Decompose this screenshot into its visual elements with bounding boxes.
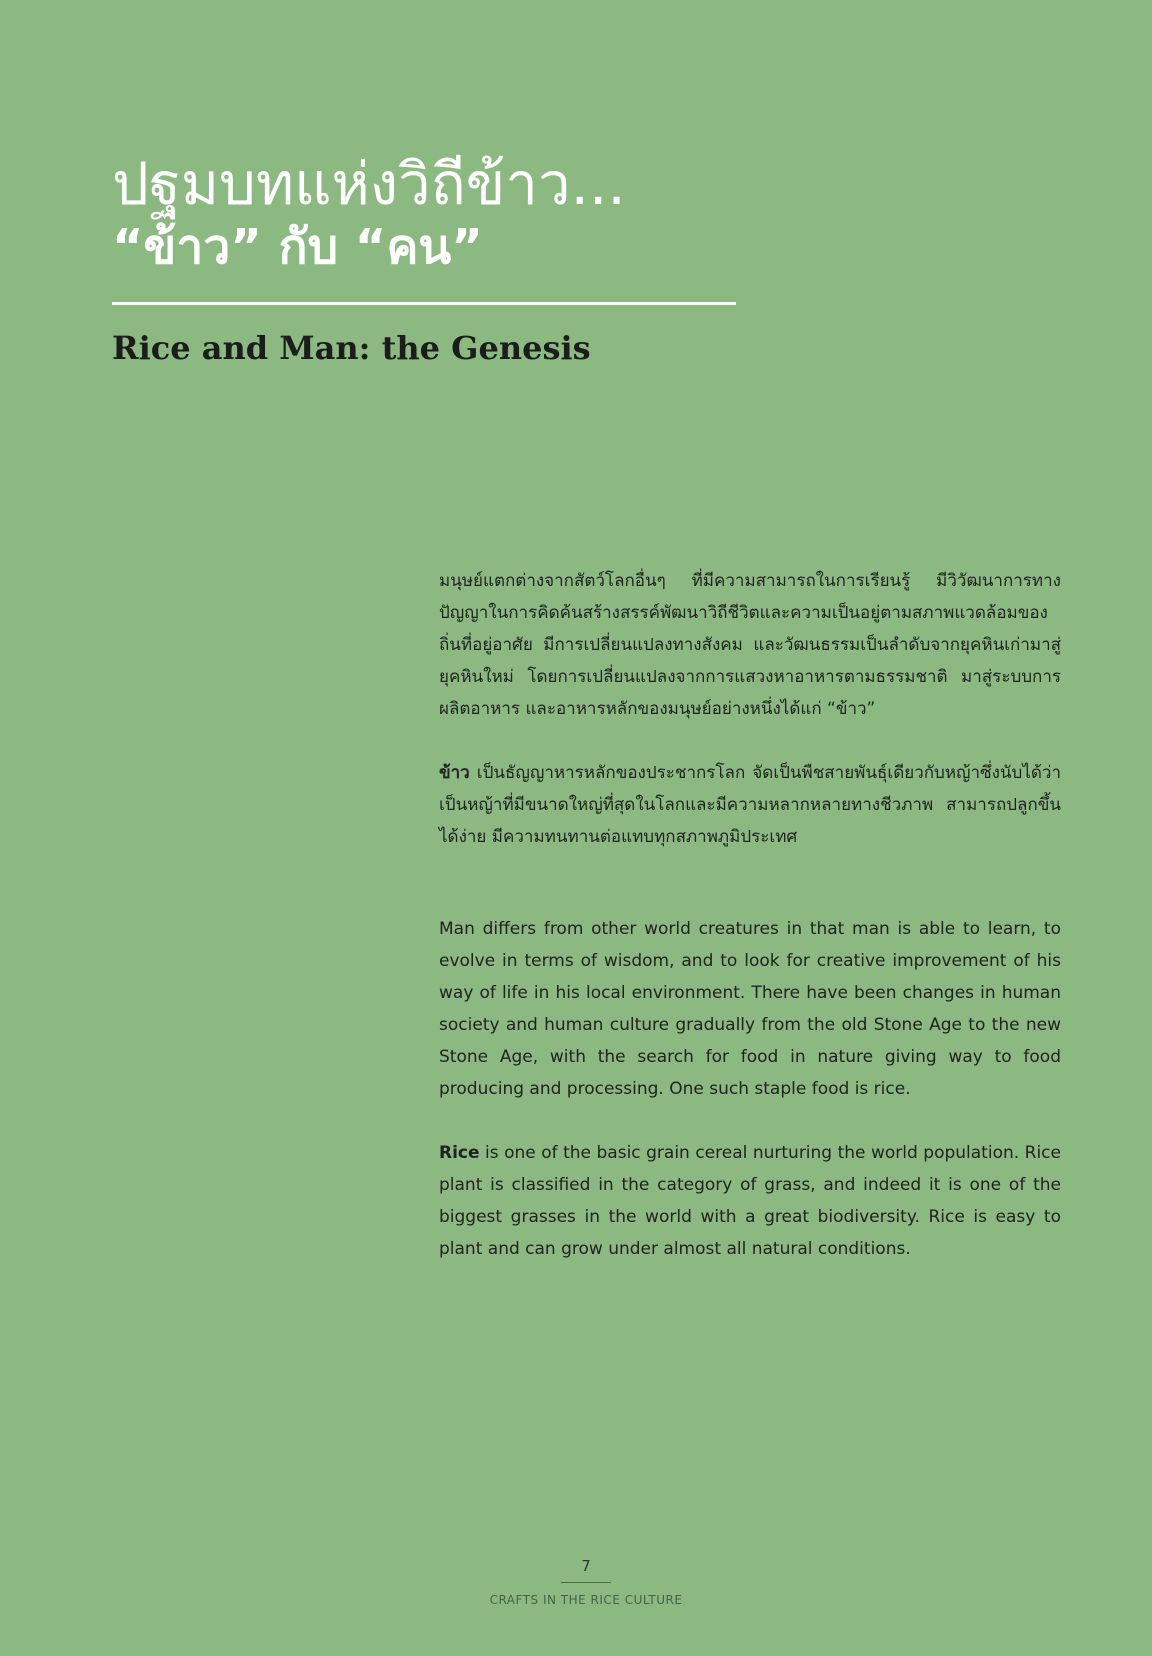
page-footer <box>0 1556 1152 1607</box>
english-paragraph-2-lead: Rice <box>439 1143 480 1163</box>
thai-paragraph-2 <box>439 757 1061 853</box>
page-title-thai: ปฐมบทแห่งวิถีข้าว... <box>112 150 626 218</box>
footer-divider <box>561 1582 611 1583</box>
body-column <box>439 565 1061 1297</box>
thai-paragraph-2-lead: ข้าว <box>439 763 470 783</box>
page-title-english: Rice and Man: the Genesis <box>112 329 591 367</box>
section-spacer <box>439 885 1061 913</box>
title-block <box>112 150 752 276</box>
publication-title: CRAFTS IN THE RICE CULTURE <box>489 1593 683 1607</box>
title-divider <box>112 302 736 305</box>
thai-paragraph-2-text: เป็นธัญญาหารหลักของประชากรโลก จัดเป็นพืชสายพันธุ์เดียวกับหญ้าซึ่งนับได้ว่าเป็นหญ้าที่มีขนาดใหญ่ที่สุดในโลกและมีความหลากหลายทางชีวภาพ สามารถปลูกขึ้นได้ง่าย มีความทนทานต่อแทบทุกสภาพภูมิประเทศ <box>439 763 1061 847</box>
english-paragraph-1: Man differs from other world creatures in that man is able to learn, to evolve in terms of wisdom, and to look for creative improvement of his way of life in his local environment. There have been changes in human society and human culture gradually from the old Stone Age to the new Stone Age, with the search for food in nature giving way to food producing and processing. One such staple food is rice. <box>439 919 1061 1099</box>
page-number: 7 <box>581 1557 591 1575</box>
page-subtitle-thai: “ข้าว” กับ “คน” <box>112 219 483 275</box>
thai-paragraph-1: มนุษย์แตกต่างจากสัตว์โลกอื่นๆ ที่มีความสามารถในการเรียนรู้ มีวิวัฒนาการทางปัญญาในการคิดค้นสร้างสรรค์พัฒนาวิถีชีวิตและความเป็นอยู่ตามสภาพแวดล้อมของถิ่นที่อยู่อาศัย มีการเปลี่ยนแปลงทางสังคม และวัฒนธรรมเป็นลำดับจากยุคหินเก่ามาสู่ยุคหินใหม่ โดยการเปลี่ยนแปลงจากการแสวงหาอาหารตามธรรมชาติ มาสู่ระบบการผลิตอาหาร และอาหารหลักของมนุษย์อย่างหนึ่งได้แก่ “ข้าว” <box>439 571 1061 719</box>
english-paragraph-2-text: is one of the basic grain cereal nurturing the world population. Rice plant is classified in the category of grass, and indeed it is one of the biggest grasses in the world with a great biodiversity. Rice is easy to plant and can grow under almost all natural conditions. <box>439 1143 1061 1259</box>
english-paragraph-2 <box>439 1137 1061 1265</box>
